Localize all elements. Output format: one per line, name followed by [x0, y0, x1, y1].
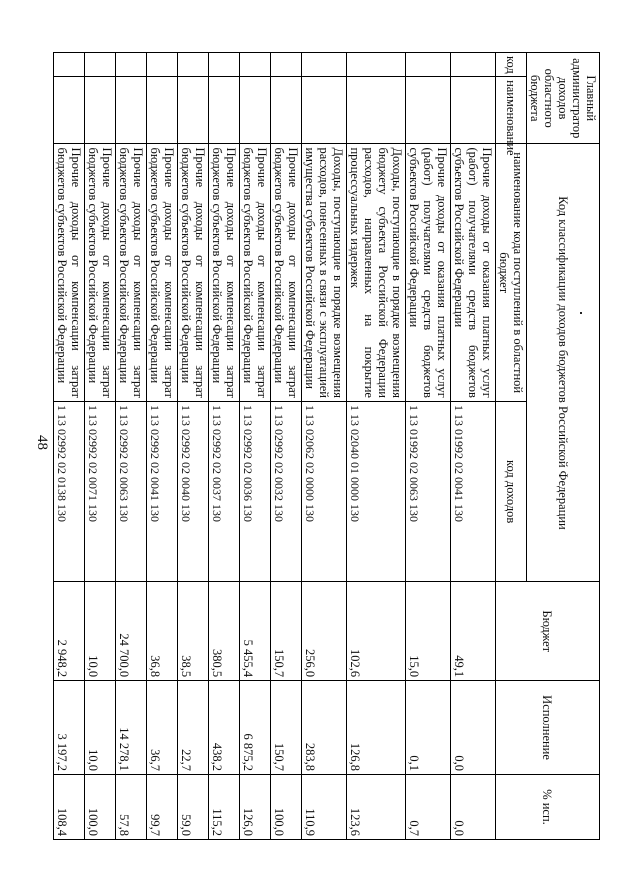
admin-code-cell [85, 53, 116, 77]
income-code-cell: 1 13 01992 02 0063 130 [406, 401, 451, 582]
percent-cell: 57,8 [116, 774, 147, 839]
admin-name-cell [209, 77, 240, 144]
table-row [271, 53, 302, 840]
budget-cell: 10,0 [85, 582, 116, 681]
budget-cell: 36,8 [147, 582, 178, 681]
budget-cell: 15,0 [406, 582, 451, 681]
percent-cell: 123,6 [347, 774, 406, 839]
income-name-cell: Прочие доходы от компенсации затрат бюджетов субъектов Российской Федерации [147, 144, 178, 402]
execution-cell: 3 197,2 [54, 681, 85, 775]
admin-code-cell [240, 53, 271, 77]
percent-cell: 108,4 [54, 774, 85, 839]
header-percent: % исп. [496, 774, 600, 839]
income-name-cell: Доходы, поступающие в порядке возмещения расходов, понесенных в связи с эксплуатацией имущества субъектов Российской Федерации [302, 144, 347, 402]
admin-name-cell [451, 77, 496, 144]
table-row [209, 53, 240, 840]
budget-cell: 380,5 [209, 582, 240, 681]
table-row [347, 53, 406, 840]
income-code-cell: 1 13 02040 01 0000 130 [347, 401, 406, 582]
admin-code-cell [406, 53, 451, 77]
execution-cell: 150,7 [271, 681, 302, 775]
percent-cell: 99,7 [147, 774, 178, 839]
header-admin-code: код [496, 53, 527, 77]
percent-cell: 110,9 [302, 774, 347, 839]
income-name-cell: Прочие доходы от оказания платных услуг (работ) получателями средств бюджетов субъектов Российской Федерации [451, 144, 496, 402]
budget-cell: 256,0 [302, 582, 347, 681]
admin-code-cell [147, 53, 178, 77]
percent-cell: 0,0 [451, 774, 496, 839]
admin-code-cell [209, 53, 240, 77]
admin-name-cell [54, 77, 85, 144]
header-income-code: код доходов [496, 401, 527, 582]
income-name-cell: Прочие доходы от компенсации затрат бюджетов субъектов Российской Федерации [240, 144, 271, 402]
admin-name-cell [85, 77, 116, 144]
admin-name-cell [240, 77, 271, 144]
rotated-page [55, 52, 600, 840]
execution-cell: 14 278,1 [116, 681, 147, 775]
percent-cell: 100,0 [271, 774, 302, 839]
header-admin-name: наименование [496, 77, 527, 144]
percent-cell: 126,0 [240, 774, 271, 839]
admin-name-cell [147, 77, 178, 144]
admin-code-cell [178, 53, 209, 77]
execution-cell: 22,7 [178, 681, 209, 775]
admin-code-cell [451, 53, 496, 77]
income-name-cell: Прочие доходы от компенсации затрат бюджетов субъектов Российской Федерации [85, 144, 116, 402]
income-code-cell: 1 13 02992 02 0037 130 [209, 401, 240, 582]
admin-name-cell [302, 77, 347, 144]
admin-name-cell [178, 77, 209, 144]
income-name-cell: Прочие доходы от компенсации затрат бюджетов субъектов Российской Федерации [209, 144, 240, 402]
admin-code-cell [302, 53, 347, 77]
income-name-cell: Прочие доходы от компенсации затрат бюджетов субъектов Российской Федерации [178, 144, 209, 402]
table-row [85, 53, 116, 840]
budget-cell: 2 948,2 [54, 582, 85, 681]
percent-cell: 59,0 [178, 774, 209, 839]
header-execution: Исполнение [496, 681, 600, 775]
table-row [178, 53, 209, 840]
admin-code-cell [347, 53, 406, 77]
table-row [54, 53, 85, 840]
execution-cell: 36,7 [147, 681, 178, 775]
admin-code-cell [116, 53, 147, 77]
admin-name-cell [271, 77, 302, 144]
table-row [116, 53, 147, 840]
header-classification-group: Код классификации доходов бюджетов Российской Федерации [527, 144, 600, 582]
income-code-cell: 1 13 02992 02 0041 130 [147, 401, 178, 582]
table-row [451, 53, 496, 840]
admin-name-cell [347, 77, 406, 144]
execution-cell: 0,1 [406, 681, 451, 775]
income-table [53, 52, 600, 840]
budget-cell: 5 455,4 [240, 582, 271, 681]
budget-cell: 38,5 [178, 582, 209, 681]
income-code-cell: 1 13 02992 02 0071 130 [85, 401, 116, 582]
execution-cell: 10,0 [85, 681, 116, 775]
admin-name-cell [116, 77, 147, 144]
income-code-cell: 1 13 02992 02 0063 130 [116, 401, 147, 582]
execution-cell: 6 875,2 [240, 681, 271, 775]
income-code-cell: 1 13 02062 02 0000 130 [302, 401, 347, 582]
percent-cell: 0,7 [406, 774, 451, 839]
budget-cell: 24 700,0 [116, 582, 147, 681]
table-row [302, 53, 347, 840]
budget-cell: 49,1 [451, 582, 496, 681]
income-name-cell: Доходы, поступающие в порядке возмещения бюджету субъекта Российской Федерации расходов, направленных на покрытие процессуальных издержек [347, 144, 406, 402]
income-name-cell: Прочие доходы от оказания платных услуг (работ) получателями средств бюджетов субъектов Российской Федерации [406, 144, 451, 402]
income-code-cell: 1 13 02992 02 0138 130 [54, 401, 85, 582]
execution-cell: 0,0 [451, 681, 496, 775]
page-number: 48 [34, 435, 50, 450]
header-row-1 [527, 53, 600, 840]
table-row [406, 53, 451, 840]
execution-cell: 283,8 [302, 681, 347, 775]
income-code-cell: 1 13 02992 02 0040 130 [178, 401, 209, 582]
admin-code-cell [54, 53, 85, 77]
income-code-cell: 1 13 01992 02 0041 130 [451, 401, 496, 582]
header-income-name: наименование кода поступлений в областной бюджет [496, 144, 527, 402]
income-name-cell: Прочие доходы от компенсации затрат бюджетов субъектов Российской Федерации [271, 144, 302, 402]
table-row [147, 53, 178, 840]
admin-name-cell [406, 77, 451, 144]
table-row [240, 53, 271, 840]
income-code-cell: 1 13 02992 02 0036 130 [240, 401, 271, 582]
budget-cell: 150,7 [271, 582, 302, 681]
income-name-cell: Прочие доходы от компенсации затрат бюджетов субъектов Российской Федерации [116, 144, 147, 402]
header-admin-group: Главный администратор доходов областного бюджета [527, 53, 600, 144]
budget-cell: 102,6 [347, 582, 406, 681]
percent-cell: 115,2 [209, 774, 240, 839]
income-name-cell: Прочие доходы от компенсации затрат бюджетов субъектов Российской Федерации [54, 144, 85, 402]
income-code-cell: 1 13 02992 02 0032 130 [271, 401, 302, 582]
admin-code-cell [271, 53, 302, 77]
percent-cell: 100,0 [85, 774, 116, 839]
header-budget: Бюджет [496, 582, 600, 681]
execution-cell: 126,8 [347, 681, 406, 775]
execution-cell: 438,2 [209, 681, 240, 775]
